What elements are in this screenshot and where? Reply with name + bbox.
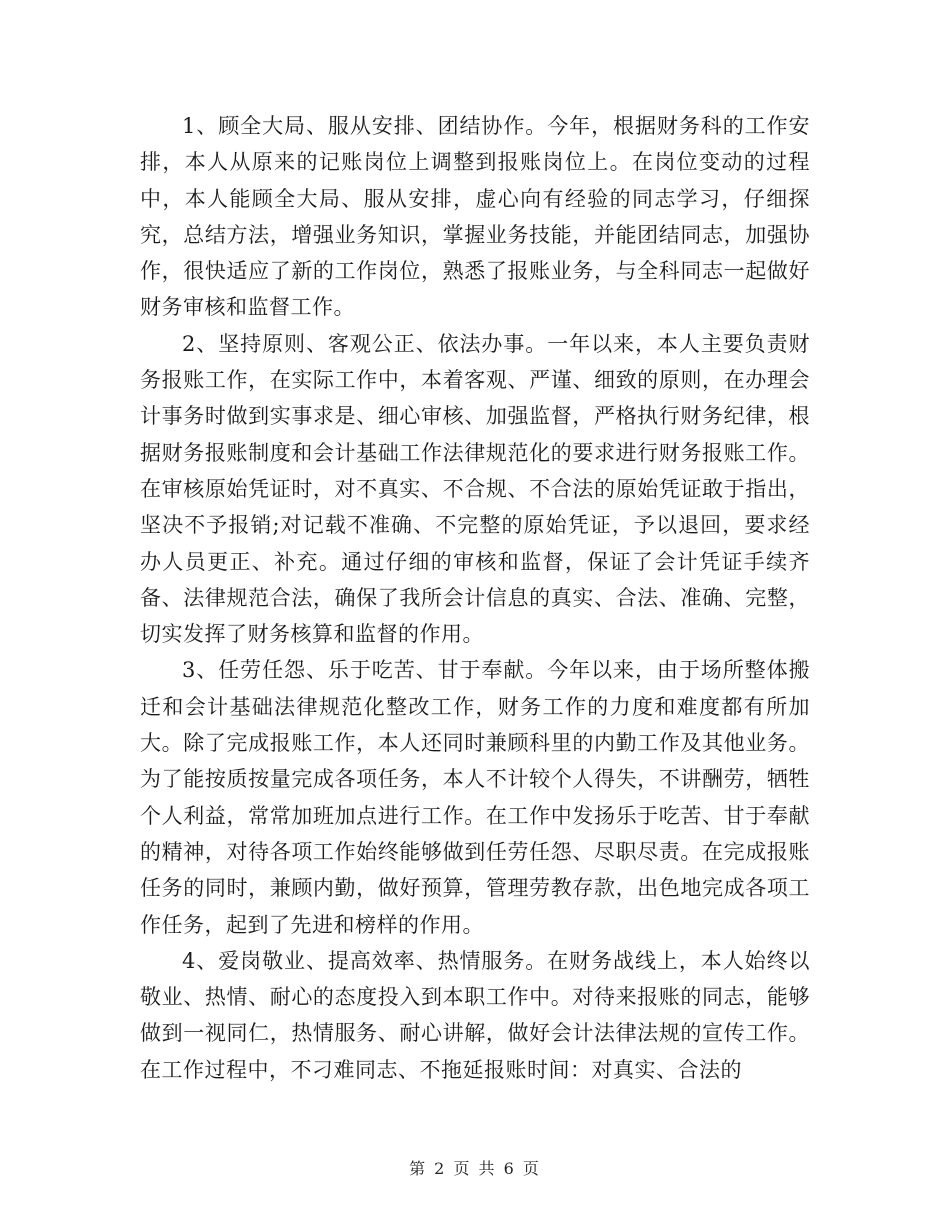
page-footer: 第 2 页 共 6 页 — [409, 1159, 541, 1178]
document-body — [140, 108, 810, 1088]
paragraph-3: 3、任劳任怨、乐于吃苦、甘于奉献。今年以来，由于场所整体搬迁和会计基础法律规范化整改工作，财务工作的力度和难度都有所加大。除了完成报账工作，本人还同时兼顾科里的内勤工作及其他业务。为了能按质按量完成各项任务，本人不计较个人得失，不讲酬劳，牺牲个人利益，常常加班加点进行工作。在工作中发扬乐于吃苦、甘于奉献的精神，对待各项工作始终能够做到任劳任怨、尽职尽责。在完成报账任务的同时，兼顾内勤，做好预算，管理劳教存款，出色地完成各项工作任务，起到了先进和榜样的作用。 — [140, 658, 810, 937]
paragraph-2: 2、坚持原则、客观公正、依法办事。一年以来，本人主要负责财务报账工作，在实际工作中，本着客观、严谨、细致的原则，在办理会计事务时做到实事求是、细心审核、加强监督，严格执行财务纪律，根据财务报账制度和会计基础工作法律规范化的要求进行财务报账工作。在审核原始凭证时，对不真实、不合规、不合法的原始凭证敢于指出，坚决不予报销;对记载不准确、不完整的原始凭证，予以退回，要求经办人员更正、补充。通过仔细的审核和监督，保证了会计凭证手续齐备、法律规范合法，确保了我所会计信息的真实、合法、准确、完整，切实发挥了财务核算和监督的作用。 — [140, 331, 810, 647]
paragraph-4: 4、爱岗敬业、提高效率、热情服务。在财务战线上，本人始终以敬业、热情、耐心的态度投入到本职工作中。对待来报账的同志，能够做到一视同仁，热情服务、耐心讲解，做好会计法律法规的宣传工作。在工作过程中，不刁难同志、不拖延报账时间：对真实、合法的 — [140, 948, 810, 1082]
paragraph-1: 1、顾全大局、服从安排、团结协作。今年，根据财务科的工作安排，本人从原来的记账岗位上调整到报账岗位上。在岗位变动的过程中，本人能顾全大局、服从安排，虚心向有经验的同志学习，仔细探究，总结方法，增强业务知识，掌握业务技能，并能团结同志，加强协作，很快适应了新的工作岗位，熟悉了报账业务，与全科同志一起做好财务审核和监督工作。 — [140, 114, 810, 320]
